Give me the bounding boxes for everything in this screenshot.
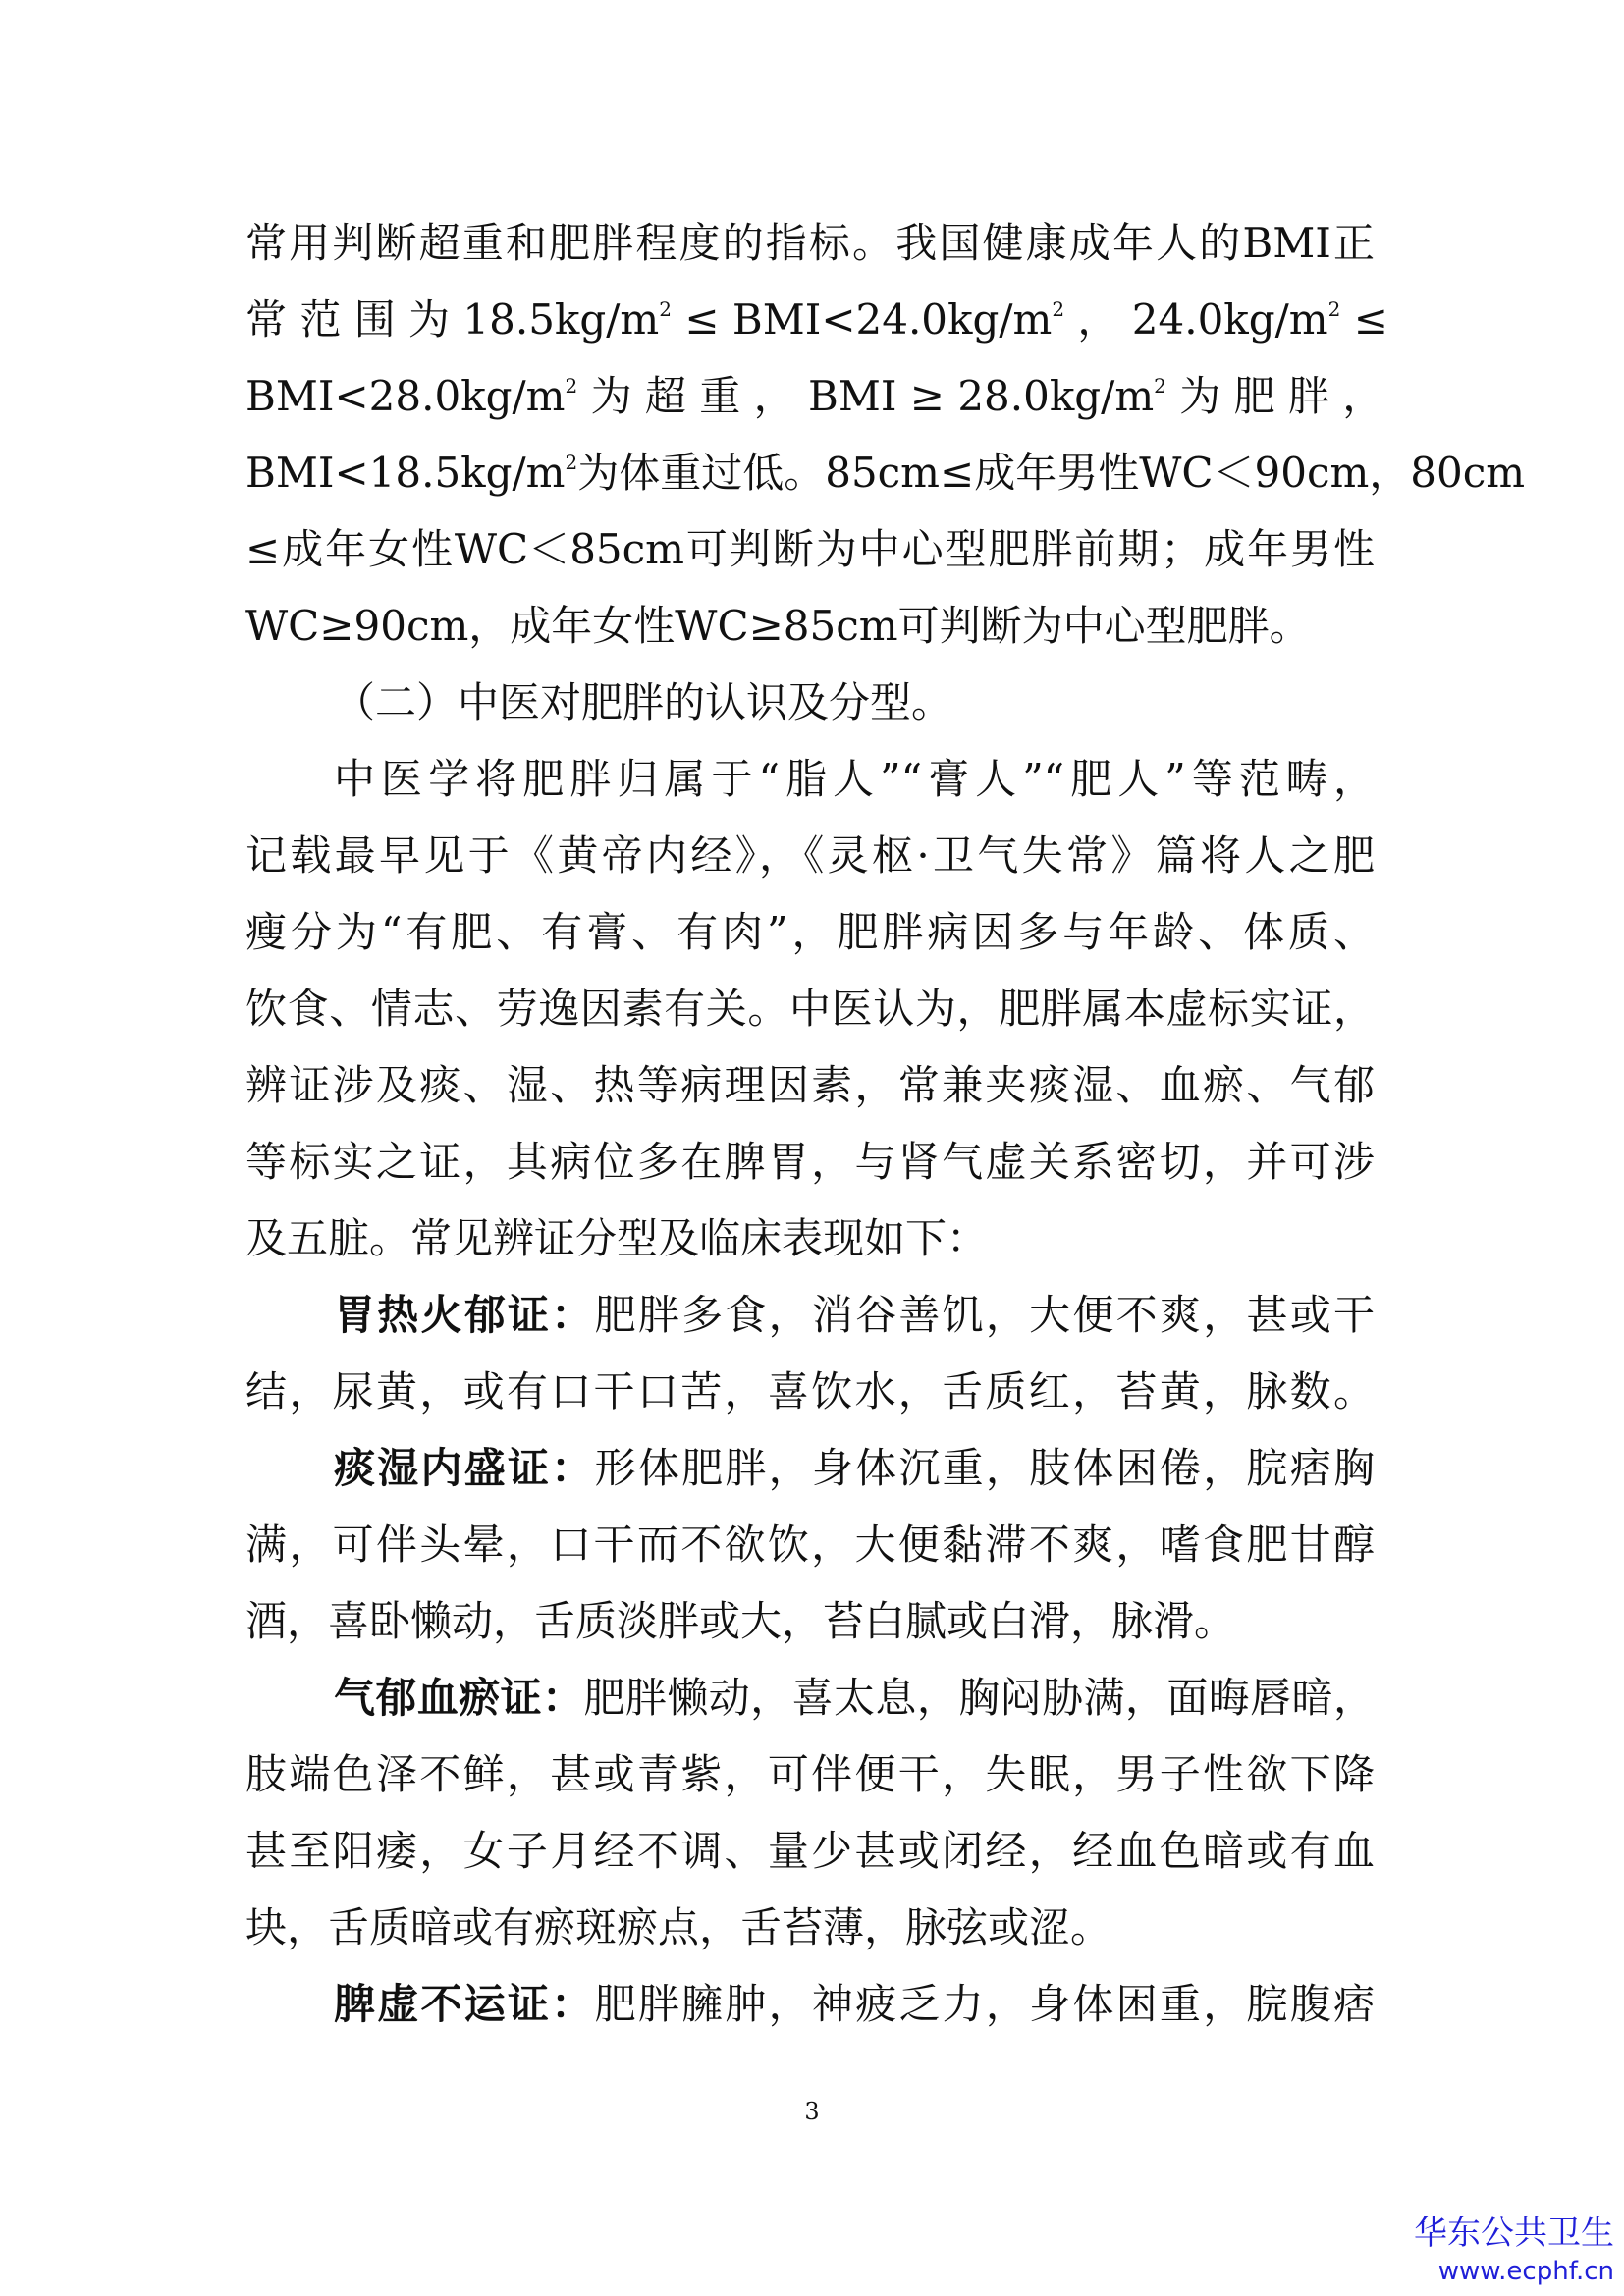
syndrome-line: 满，可伴头晕，口干而不欲饮，大便黏滞不爽，嗜食肥甘醇 [245,1521,1375,1569]
syndrome-line: 胃热火郁证：肥胖多食，消谷善饥，大便不爽，甚或干 [334,1291,1375,1339]
paragraph-line: 等标实之证，其病位多在脾胃，与肾气虚关系密切，并可涉 [245,1138,1375,1186]
syndrome-line: 肢端色泽不鲜，甚或青紫，可伴便干，失眠，男子性欲下降 [245,1750,1375,1798]
text-line: $BMI<18.5kg/m^2$为体重过低。85cm≤成年男性WC＜90cm，80cm [245,449,1526,497]
syndrome-title: 脾虚不运证： [334,1980,595,2028]
syndrome-line: 结，尿黄，或有口干口苦，喜饮水，舌质红，苔黄，脉数。 [245,1367,1375,1415]
syndrome-title: 胃热火郁证： [334,1291,595,1339]
section-heading: （二）中医对肥胖的认识及分型。 [334,678,953,726]
paragraph-line: 及五脏。常见辨证分型及临床表现如下： [245,1214,989,1262]
paragraph-line: 辨证涉及痰、湿、热等病理因素，常兼夹痰湿、血瘀、气郁 [245,1061,1375,1109]
syndrome-line: 块，舌质暗或有瘀斑瘀点，舌苔薄，脉弦或涩。 [245,1903,1112,1951]
text-line: ≤成年女性WC＜85cm可判断为中心型肥胖前期；成年男性 [245,525,1375,573]
text-line: 常 范 围 为 $18.5kg/m^2 \le BMI<24.0kg/m^2$ ， $24.0kg/m^2$ ≤ [245,295,1388,344]
syndrome-line: 痰湿内盛证：形体肥胖，身体沉重，肢体困倦，脘痞胸 [334,1444,1375,1492]
syndrome-line: 甚至阳痿，女子月经不调、量少甚或闭经，经血色暗或有血 [245,1827,1375,1875]
syndrome-line: 脾虚不运证：肥胖臃肿，神疲乏力，身体困重，脘腹痞 [334,1980,1375,2028]
syndrome-title: 气郁血瘀证： [334,1674,584,1722]
page-number: 3 [804,2098,820,2125]
watermark-name: 华东公共卫生 [1414,2214,1614,2253]
paragraph-line: 瘦分为“有肥、有膏、有肉”，肥胖病因多与年龄、体质、 [245,908,1375,956]
syndrome-line: 气郁血瘀证：肥胖懒动，喜太息，胸闷胁满，面晦唇暗， [334,1674,1375,1722]
text-line: WC≥90cm，成年女性WC≥85cm可判断为中心型肥胖。 [245,602,1311,650]
paragraph-line: 记载最早见于《黄帝内经》，《灵枢·卫气失常》篇将人之肥 [245,831,1375,880]
watermark-url: www.ecphf.cn [1437,2257,1614,2286]
text-line: $BMI<28.0kg/m^2$ 为 超 重 ， BMI ≥ $28.0kg/m^2$ 为 肥 胖 ， [245,372,1384,420]
syndrome-title: 痰湿内盛证： [334,1444,595,1492]
paragraph-line: 中医学将肥胖归属于“脂人”“膏人”“肥人”等范畴， [334,755,1375,803]
syndrome-line: 酒，喜卧懒动，舌质淡胖或大，苔白腻或白滑，脉滑。 [245,1597,1236,1645]
text-line: 常用判断超重和肥胖程度的指标。我国健康成年人的BMI正 [245,219,1375,267]
paragraph-line: 饮食、情志、劳逸因素有关。中医认为，肥胖属本虚标实证， [245,985,1375,1033]
